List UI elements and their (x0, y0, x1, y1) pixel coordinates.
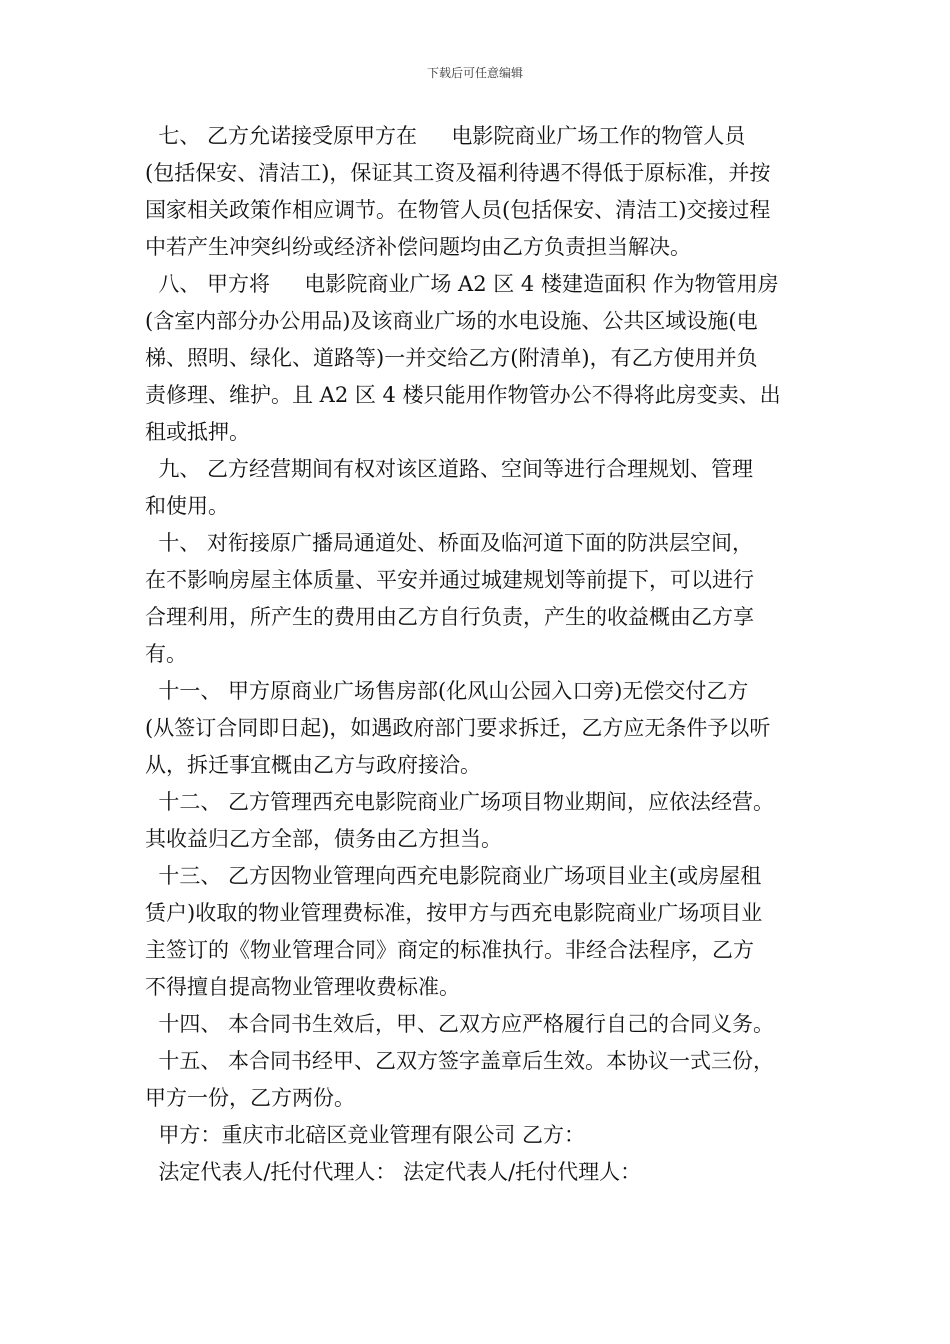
clause-line: 十五、 本合同书经甲、乙双方签字盖章后生效。本协议一式三份， (145, 1049, 775, 1073)
clause-line: 八、 甲方将 电影院商业广场 A2 区 4 楼建造面积 作为物管用房 (145, 272, 779, 296)
page-header: 下载后可任意编辑 (426, 66, 523, 80)
clause-line: (含室内部分办公用品)及该商业广场的水电设施、公共区域设施(电 (145, 309, 758, 333)
clause-line: 从，拆迁事宜概由乙方与政府接洽。 (145, 753, 481, 777)
clause-line: 责修理、维护。且 A2 区 4 楼只能用作物管办公不得将此房变卖、出 (145, 383, 781, 407)
clause-line: (包括保安、清洁工)，保证其工资及福利待遇不得低于原标准，并按 (145, 161, 771, 185)
clause-line: 和使用。 (145, 494, 229, 518)
clause-line: 甲方：重庆市北碚区竞业管理有限公司 乙方： (145, 1123, 586, 1147)
clause-line: 在不影响房屋主体质量、平安并通过城建规划等前提下，可以进行 (145, 568, 754, 592)
clause-line: 主签订的《物业管理合同》商定的标准执行。非经合法程序，乙方 (145, 938, 754, 962)
contract-clause (145, 118, 845, 266)
clause-line: 国家相关政策作相应调节。在物管人员(包括保安、清洁工)交接过程 (145, 198, 771, 222)
clause-line: 法定代表人/托付代理人： 法定代表人/托付代理人： (145, 1160, 642, 1184)
clause-line: 十二、 乙方管理西充电影院商业广场项目物业期间，应依法经营。 (145, 790, 775, 814)
clause-line: 赁户)收取的物业管理费标准，按甲方与西充电影院商业广场项目业 (145, 901, 763, 925)
contract-clause (145, 858, 845, 1006)
clause-line: 九、 乙方经营期间有权对该区道路、空间等进行合理规划、管理 (145, 457, 754, 481)
contract-clause (145, 525, 845, 673)
contract-clause (145, 266, 845, 451)
clause-line: 不得擅自提高物业管理收费标准。 (145, 975, 460, 999)
clause-line: 七、 乙方允诺接受原甲方在 电影院商业广场工作的物管人员 (145, 124, 746, 148)
clause-line: 十四、 本合同书生效后，甲、乙双方应严格履行自己的合同义务。 (145, 1012, 775, 1036)
clause-line: 合理利用，所产生的费用由乙方自行负责，产生的收益概由乙方享 (145, 605, 754, 629)
clause-line: 十三、 乙方因物业管理向西充电影院商业广场项目业主(或房屋租 (145, 864, 762, 888)
clause-line: 梯、照明、绿化、道路等)一并交给乙方(附清单)，有乙方使用并负 (145, 346, 758, 370)
contract-clause (145, 1006, 845, 1043)
clause-line: 租或抵押。 (145, 420, 250, 444)
clause-line: 有。 (145, 642, 187, 666)
clause-line: 中若产生冲突纠纷或经济补偿问题均由乙方负责担当解决。 (145, 235, 691, 259)
clause-line: (从签订合同即日起)，如遇政府部门要求拆迁，乙方应无条件予以听 (145, 716, 771, 740)
contract-body (145, 118, 845, 1191)
contract-clause (145, 784, 845, 858)
contract-clause (145, 451, 845, 525)
contract-clause (145, 1154, 845, 1191)
contract-clause (145, 1117, 845, 1154)
clause-line: 十、 对衔接原广播局通道处、桥面及临河道下面的防洪层空间， (145, 531, 754, 555)
contract-clause (145, 673, 845, 784)
clause-line: 十一、 甲方原商业广场售房部(化风山公园入口旁)无偿交付乙方 (145, 679, 749, 703)
clause-line: 甲方一份，乙方两份。 (145, 1086, 355, 1110)
contract-clause (145, 1043, 845, 1117)
clause-line: 其收益归乙方全部，债务由乙方担当。 (145, 827, 502, 851)
